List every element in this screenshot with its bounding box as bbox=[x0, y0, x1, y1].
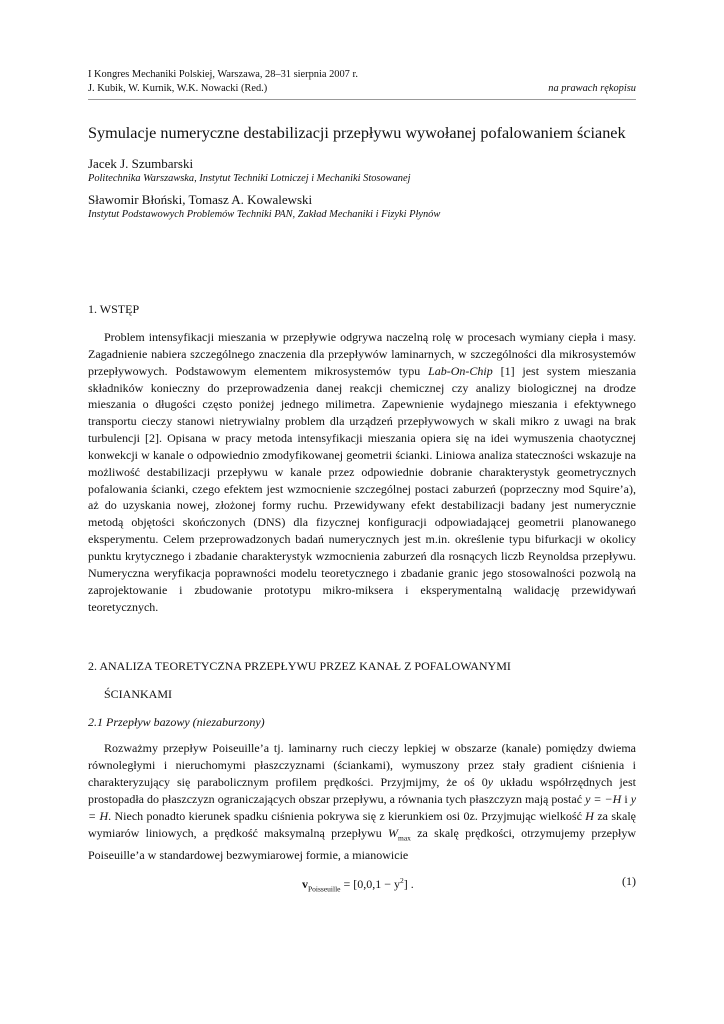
equation-1 bbox=[88, 872, 636, 892]
affiliation-2: Instytut Podstawowych Problemów Techniki PAN, Zakład Mechaniki i Fizyki Płynów bbox=[88, 209, 441, 220]
s2-text-2: układu współrzędnych jest prostopadła do płaszczyzn ograniczających obszar przepływu, a równania tych płaszczyzn mają postać bbox=[88, 775, 636, 806]
intro-text-a: Problem intensyfikacji mieszania w przepływie odgrywa naczelną rolę w procesach wymiany ciepła i masy. Zagadnienie nabiera szczególnego znaczenia dla przepływów laminarnych, w szczególności dla mikrosystemów przepływowych. Podstawowym elementem mikrosystemów typu bbox=[88, 330, 636, 378]
editors-line: J. Kubik, W. Kurnik, W.K. Nowacki (Red.) bbox=[88, 83, 268, 94]
eq-rhs-b: ] . bbox=[403, 876, 414, 891]
s2-math-3: H bbox=[585, 808, 594, 823]
eq-lhs-sub: Poisseuille bbox=[308, 884, 341, 894]
section-2-paragraph bbox=[88, 740, 636, 863]
section-1-paragraph bbox=[88, 329, 636, 615]
eq-rhs-sup: 2 bbox=[400, 875, 404, 885]
author-2: Sławomir Błoński, Tomasz A. Kowalewski bbox=[88, 192, 313, 207]
header-rule bbox=[88, 99, 636, 100]
paper-title: Symulacje numeryczne destabilizacji przepływu wywołanej pofalowaniem ścianek bbox=[88, 124, 626, 142]
section-2-heading-line-2: ŚCIANKAMI bbox=[104, 687, 173, 702]
s2-text-6: za skalę prędkości, otrzymujemy przepływ Poiseuille’a w standardowej bezwymiarowej formie, a mianowicie bbox=[88, 825, 636, 862]
manuscript-note: na prawach rękopisu bbox=[548, 83, 636, 94]
running-header bbox=[88, 68, 636, 100]
subsection-2-1-heading: 2.1 Przepływ bazowy (niezaburzony) bbox=[88, 715, 265, 730]
eq-lhs: v bbox=[302, 876, 308, 891]
s2-math-4-sub: max bbox=[398, 832, 411, 842]
s2-text-5: za skalę wymiarów liniowych, a prędkość maksymalną przepływu bbox=[88, 808, 636, 840]
s2-math-2: y = H bbox=[88, 791, 637, 823]
conference-line: I Kongres Mechaniki Polskiej, Warszawa, 28–31 sierpnia 2007 r. bbox=[88, 69, 358, 80]
section-2-heading-line-1: 2. ANALIZA TEORETYCZNA PRZEPŁYWU PRZEZ KANAŁ Z POFALOWANYMI bbox=[88, 659, 511, 674]
s2-text-4: . Niech ponadto kierunek spadku ciśnienia pokrywa się z kierunkiem osi 0z. Przyjmując wielkość bbox=[108, 808, 586, 823]
s2-var-y: y bbox=[487, 775, 494, 790]
affiliation-1: Politechnika Warszawska, Instytut Techniki Lotniczej i Mechaniki Stosowanej bbox=[88, 173, 411, 184]
s2-text-3: i bbox=[621, 791, 631, 806]
author-1: Jacek J. Szumbarski bbox=[88, 156, 194, 171]
s2-math-1: y = −H bbox=[585, 791, 622, 806]
editors-row bbox=[88, 82, 636, 96]
equation-1-number: (1) bbox=[622, 873, 636, 888]
s2-text-1: Rozważmy przepływ Poiseuille’a tj. laminarny ruch cieczy lepkiej w obszarze (kanale) pomiędzy dwiema równoległymi i nieruchomymi płaszczyznami (ściankami), wymuszony przez stały gradient ciśnienia i charakteryzujący się parabolicznym profilem prędkości. Przyjmijmy, że oś 0 bbox=[88, 741, 636, 790]
equation-1-body bbox=[302, 872, 414, 898]
section-2-heading bbox=[88, 658, 636, 702]
intro-italic-term: Lab-On-Chip bbox=[428, 363, 493, 378]
intro-text-b: [1] jest system mieszania składników konieczny do przeprowadzenia danej reakcji chemicznej czy analizy biologicznej na drodze mieszania o długości często poniżej jednego milimetra. Zapewnienie wydajnego mieszania i efektywnego transportu cieczy stanowi nietrywialny problem dla urządzeń przepływowych w skali mikro z uwagi na brak turbulencji [2]. Opisana w pracy metoda intensyfikacji mieszania opiera się na idei wymuszenia chaotycznej konwekcji w kanale o odpowiednio zmodyfikowanej geometrii ścianki. Liniowa analiza stateczności wskazuje na możliwość destabilizacji przepływu w kanale przez odpowiednie dobranie charakterystyk geometrycznych pofalowania ścianki, czego efektem jest wzmocnienie szczególnej postaci zaburzeń (poprzeczny mod Squire’a), aż do uzyskania nowej, złożonej formy ruchu. Przewidywany efekt destabilizacji badany jest numerycznie metodą objętości skończonych (DNS) dla fizycznej konfiguracji odpowiadającej geometrii planowanego eksperymentu. Celem przeprowadzonych badań numerycznych jest m.in. określenie typu bifurkacji w okolicy punktu krytycznego i zbadanie charakterystyk wzmocnienia zaburzeń dla rosnących liczb Reynoldsa przepływu. Numeryczna weryfikacja poprawności modelu teoretycznego i zbadanie granic jego stosowalności pozwolą na zaprojektowanie i zbudowanie prototypu mikro-miksera i eksperymentalną walidację przewidywań teoretycznych. bbox=[88, 363, 637, 614]
s2-math-4: W bbox=[388, 825, 399, 840]
eq-rhs-a: = [0,0,1 − y bbox=[340, 876, 401, 891]
paper-page bbox=[88, 68, 636, 892]
section-1-heading: 1. WSTĘP bbox=[88, 302, 140, 316]
